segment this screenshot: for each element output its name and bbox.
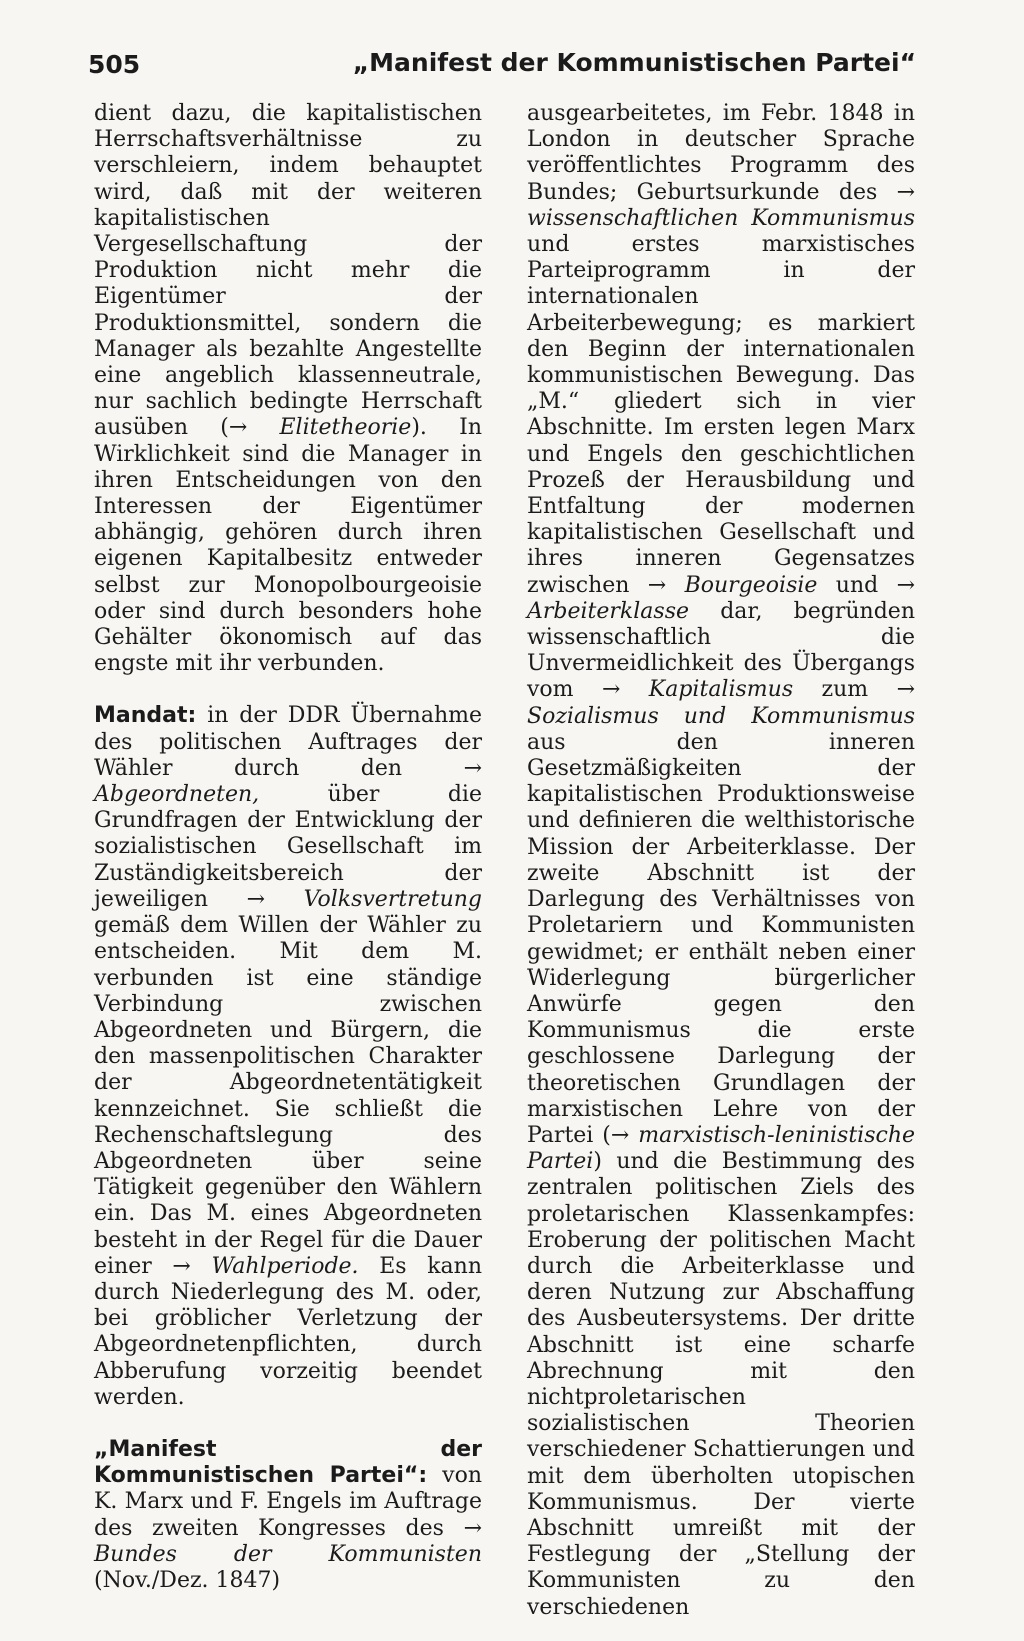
text-run: dient dazu, die kapitalistischen Herrschaftsverhältnisse zu verschleiern, indem behauptet wird, daß mit der weiteren kapitalistischen Vergesellschaftung der Produktion nicht mehr die Eigentümer der Produktionsmittel, sondern die Manager als bezahlte Angestellte eine angeblich klassenneutrale, nur sachlich bedingte Herrschaft ausüben ( bbox=[94, 101, 482, 441]
entry-manifest bbox=[94, 1437, 482, 1594]
text-run: gemäß dem Willen der Wähler zu entscheiden. Mit dem M. verbunden ist eine ständige Verbindung zwischen Abgeordneten und Bürgern, die den massenpolitischen Charakter der Abgeordnetentätigkeit kennzeichnet. Sie schließt die Rechenschaftslegung des Abgeordneten über seine Tätigkeit gegenüber den Wählern ein. Das M. eines Abgeordneten besteht in der Regel für die Dauer einer bbox=[94, 913, 482, 1279]
cross-reference-arrow: → bbox=[601, 677, 621, 703]
text-run: in der DDR Übernahme des politischen Auftrages der Wähler durch den bbox=[94, 703, 482, 781]
cross-reference-link[interactable]: Bourgeoisie bbox=[666, 572, 818, 598]
cross-reference-link[interactable]: Kapitalismus bbox=[620, 677, 794, 703]
text-column-right bbox=[527, 101, 915, 1621]
text-run: ausgearbeitetes, im Febr. 1848 in London in deutscher Sprache veröffentlichtes Programm des Bundes; Geburtsurkunde des bbox=[527, 101, 915, 205]
text-run: von K. Marx und F. Engels im Auftrage des zweiten Kongresses des bbox=[94, 1463, 482, 1541]
entry-manifest-continued bbox=[527, 101, 915, 1621]
cross-reference-arrow: → bbox=[246, 886, 266, 912]
text-run: (Nov./Dez. 1847) bbox=[94, 1567, 281, 1593]
paragraph-managertheorie-end bbox=[94, 101, 482, 677]
cross-reference-link[interactable]: Abgeordneten, bbox=[94, 782, 260, 808]
text-run: dar, begründen wissenschaftlich die Unvermeidlichkeit des Übergangs vom bbox=[527, 598, 915, 703]
page-number: 505 bbox=[88, 50, 141, 79]
entry-mandat bbox=[94, 703, 482, 1410]
text-run: zum bbox=[793, 677, 897, 703]
text-column-left bbox=[94, 101, 482, 1594]
cross-reference-link[interactable]: Elitetheorie bbox=[247, 415, 412, 441]
cross-reference-arrow: → bbox=[228, 415, 248, 441]
text-run: und bbox=[817, 572, 897, 598]
cross-reference-link[interactable]: Arbeiterklasse bbox=[527, 598, 690, 624]
cross-reference-arrow: → bbox=[647, 572, 667, 598]
cross-reference-link[interactable]: marxistisch-leninistische Partei bbox=[527, 1122, 916, 1175]
cross-reference-link[interactable]: Volksvertretung bbox=[265, 886, 482, 912]
cross-reference-link[interactable]: wissenschaftlichen Kommunismus bbox=[527, 205, 915, 231]
cross-reference-arrow: → bbox=[463, 755, 482, 781]
cross-reference-link[interactable]: Sozialismus und Kommunismus bbox=[527, 703, 915, 729]
cross-reference-arrow: → bbox=[896, 572, 915, 598]
running-title: „Manifest der Kommunistischen Partei“ bbox=[352, 48, 916, 77]
entry-headword: „Manifest der Kommunistischen Partei“: bbox=[94, 1436, 482, 1489]
cross-reference-arrow: → bbox=[610, 1122, 630, 1148]
text-run: über die Grundfragen der Entwicklung der sozialistischen Gesellschaft im Zuständigkeitsbereich der jeweiligen bbox=[94, 782, 482, 912]
text-run: Es kann durch Niederlegung des M. oder, bei gröblicher Verletzung der Abgeordnetenpflichten, durch Abberufung vorzeitig beendet werden. bbox=[94, 1253, 482, 1410]
paragraph-gap bbox=[94, 1411, 482, 1437]
text-run: aus den inneren Gesetzmäßigkeiten der kapitalistischen Produktionsweise und definieren die welthistorische Mission der Arbeiterklasse. Der zweite Abschnitt ist der Darlegung des Verhältnisses von Proletariern und Kommunisten gewidmet; er enthält neben einer Widerlegung bürgerlicher Anwürfe gegen den Kommunismus die erste geschlossene Darlegung der theoretischen Grundlagen der marxistischen Lehre von der Partei ( bbox=[527, 729, 915, 1148]
cross-reference-arrow: → bbox=[896, 677, 916, 703]
text-run: ). In Wirklichkeit sind die Manager in ihren Entscheidungen von den Interessen der Eigentümer abhängig, gehören durch ihren eigenen Kapitalbesitz entweder selbst zur Monopolbourgeoisie oder sind durch besonders hohe Gehälter ökonomisch auf das engste mit ihr verbunden. bbox=[94, 415, 482, 677]
cross-reference-arrow: → bbox=[172, 1253, 191, 1279]
cross-reference-arrow: → bbox=[896, 179, 915, 205]
cross-reference-link[interactable]: Wahlperiode. bbox=[190, 1253, 359, 1279]
text-run: und erstes marxistisches Parteiprogramm in der internationalen Arbeiterbewegung; es markiert den Beginn der internationalen kommunistischen Bewegung. Das „M.“ gliedert sich in vier Abschnitte. Im ersten legen Marx und Engels den geschichtlichen Prozeß der Herausbildung und Entfaltung der modernen kapitalistischen Gesellschaft und ihres inneren Gegensatzes zwischen bbox=[527, 232, 915, 598]
paragraph-gap bbox=[94, 677, 482, 703]
entry-headword: Mandat: bbox=[94, 703, 197, 729]
cross-reference-arrow: → bbox=[463, 1515, 482, 1541]
cross-reference-link[interactable]: Bundes der Kommunisten bbox=[94, 1541, 482, 1567]
text-run: ) und die Bestimmung des zentralen politischen Ziels des proletarischen Klassenkampfes: Eroberung der politischen Macht durch die Arbeiterklasse und deren Nutzung zur Abschaffung des Ausbeutersystems. Der dritte Abschnitt ist eine scharfe Abrechnung mit den nichtproletarischen sozialistischen Theorien verschiedener Schattierungen und mit dem überholten utopischen Kommunismus. Der vierte Abschnitt umreißt mit der Festlegung der „Stellung der Kommunisten zu den verschiedenen bbox=[527, 1149, 915, 1620]
